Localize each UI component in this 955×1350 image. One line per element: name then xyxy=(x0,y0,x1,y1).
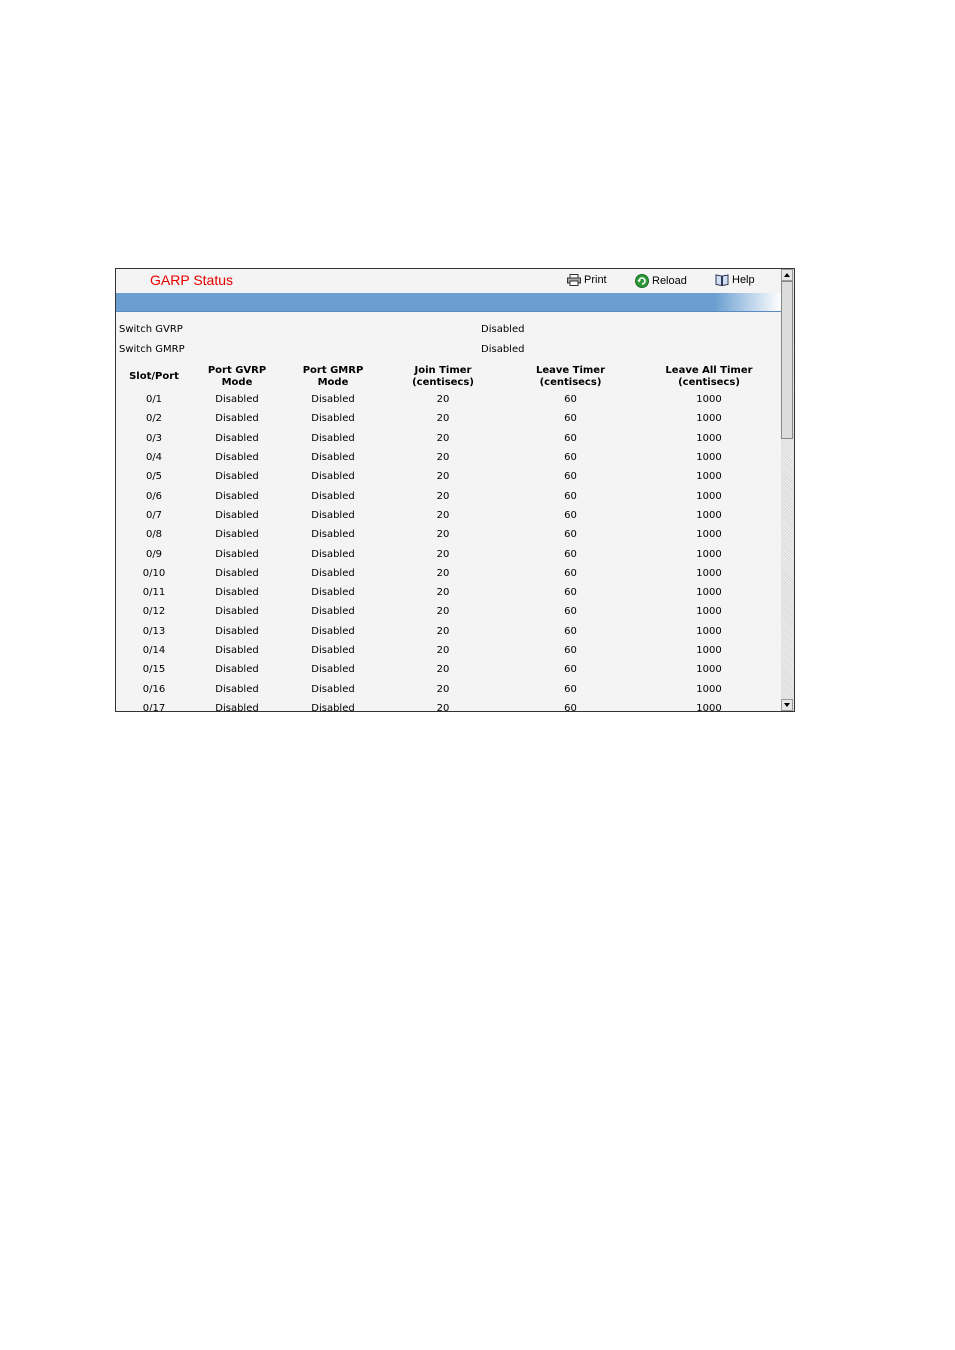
switch-gvrp-label: Switch GVRP xyxy=(119,324,183,335)
cell-leave-timer: 60 xyxy=(564,432,577,444)
scroll-down-button[interactable] xyxy=(781,699,793,711)
vertical-scrollbar[interactable] xyxy=(781,269,794,711)
table-header-row xyxy=(116,364,779,390)
cell-join-timer: 20 xyxy=(436,529,450,541)
cell-port-gmrp-mode: Disabled xyxy=(311,413,355,425)
cell-port-gmrp-mode: Disabled xyxy=(311,452,355,464)
cell-leave-timer: 60 xyxy=(564,645,577,656)
cell-join-timer: 20 xyxy=(436,413,450,425)
print-label: Print xyxy=(584,274,607,286)
col-port-gvrp-mode: Port GVRP Mode xyxy=(207,365,267,388)
table-row xyxy=(116,390,779,409)
cell-leave-timer: 60 xyxy=(564,509,577,521)
reload-label: Reload xyxy=(652,275,687,287)
switch-gmrp-value: Disabled xyxy=(481,344,525,355)
col-leave-all-timer: Leave All Timer (centisecs) xyxy=(665,365,753,388)
cell-slot-port: 0/6 xyxy=(145,490,163,502)
cell-slot-port: 0/15 xyxy=(142,664,166,676)
cell-leave-timer: 60 xyxy=(564,606,577,618)
cell-leave-timer: 60 xyxy=(564,413,577,425)
cell-leave-all-timer: 1000 xyxy=(696,432,722,444)
cell-slot-port: 0/14 xyxy=(142,645,166,656)
switch-gvrp-value: Disabled xyxy=(481,324,525,335)
cell-leave-all-timer: 1000 xyxy=(696,567,722,579)
cell-port-gvrp-mode: Disabled xyxy=(215,606,259,618)
table-row xyxy=(116,544,779,563)
cell-port-gmrp-mode: Disabled xyxy=(311,702,355,711)
page-header xyxy=(116,269,781,293)
cell-port-gvrp-mode: Disabled xyxy=(215,394,259,406)
cell-join-timer: 20 xyxy=(436,645,450,656)
cell-port-gmrp-mode: Disabled xyxy=(311,490,355,502)
cell-join-timer: 20 xyxy=(436,625,450,637)
col-slot-port: Slot/Port xyxy=(129,371,179,382)
cell-slot-port: 0/2 xyxy=(145,413,163,425)
table-row xyxy=(116,679,779,698)
help-label: Help xyxy=(732,274,755,286)
table-row xyxy=(116,641,779,660)
cell-port-gmrp-mode: Disabled xyxy=(311,432,355,444)
cell-port-gvrp-mode: Disabled xyxy=(215,452,259,464)
cell-leave-all-timer: 1000 xyxy=(696,471,722,483)
cell-join-timer: 20 xyxy=(436,452,450,464)
col-port-gmrp-mode: Port GMRP Mode xyxy=(302,365,364,388)
cell-leave-all-timer: 1000 xyxy=(696,625,722,637)
cell-port-gvrp-mode: Disabled xyxy=(215,509,259,521)
cell-leave-timer: 60 xyxy=(564,471,577,483)
cell-leave-all-timer: 1000 xyxy=(696,529,722,541)
table-row xyxy=(116,409,779,428)
cell-join-timer: 20 xyxy=(436,490,450,502)
reload-icon xyxy=(635,274,649,288)
scroll-thumb[interactable] xyxy=(781,281,793,439)
cell-slot-port: 0/11 xyxy=(142,587,166,599)
table-row xyxy=(116,622,779,641)
print-button[interactable] xyxy=(567,274,607,286)
cell-join-timer: 20 xyxy=(436,587,450,599)
cell-leave-timer: 60 xyxy=(564,702,577,711)
cell-leave-timer: 60 xyxy=(564,625,577,637)
cell-port-gmrp-mode: Disabled xyxy=(311,394,355,406)
cell-slot-port: 0/17 xyxy=(142,702,166,711)
cell-port-gmrp-mode: Disabled xyxy=(311,567,355,579)
cell-leave-timer: 60 xyxy=(564,490,577,502)
reload-button[interactable] xyxy=(635,274,687,288)
cell-port-gmrp-mode: Disabled xyxy=(311,606,355,618)
help-button[interactable] xyxy=(715,274,755,286)
cell-join-timer: 20 xyxy=(436,509,450,521)
cell-join-timer: 20 xyxy=(436,471,450,483)
page-title: GARP Status xyxy=(150,272,234,288)
cell-slot-port: 0/7 xyxy=(145,509,163,521)
cell-leave-all-timer: 1000 xyxy=(696,394,722,406)
cell-join-timer: 20 xyxy=(436,432,450,444)
cell-port-gvrp-mode: Disabled xyxy=(215,702,259,711)
cell-port-gvrp-mode: Disabled xyxy=(215,567,259,579)
cell-join-timer: 20 xyxy=(436,683,450,695)
cell-port-gmrp-mode: Disabled xyxy=(311,529,355,541)
cell-leave-all-timer: 1000 xyxy=(696,645,722,656)
col-leave-timer: Leave Timer (centisecs) xyxy=(535,365,606,388)
table-row xyxy=(116,429,779,448)
cell-leave-all-timer: 1000 xyxy=(696,490,722,502)
book-icon xyxy=(715,274,729,286)
cell-port-gvrp-mode: Disabled xyxy=(215,625,259,637)
cell-port-gmrp-mode: Disabled xyxy=(311,509,355,521)
cell-leave-timer: 60 xyxy=(564,548,577,560)
table-row xyxy=(116,602,779,621)
cell-slot-port: 0/12 xyxy=(142,606,166,618)
cell-join-timer: 20 xyxy=(436,606,450,618)
cell-port-gmrp-mode: Disabled xyxy=(311,471,355,483)
table-row xyxy=(116,506,779,525)
cell-join-timer: 20 xyxy=(436,394,450,406)
cell-leave-all-timer: 1000 xyxy=(696,702,722,711)
cell-port-gvrp-mode: Disabled xyxy=(215,490,259,502)
cell-leave-timer: 60 xyxy=(564,664,577,676)
table-body xyxy=(116,390,779,711)
cell-port-gvrp-mode: Disabled xyxy=(215,587,259,599)
title-bar xyxy=(116,293,781,312)
cell-port-gmrp-mode: Disabled xyxy=(311,664,355,676)
cell-port-gmrp-mode: Disabled xyxy=(311,548,355,560)
table-row xyxy=(116,699,779,711)
cell-port-gmrp-mode: Disabled xyxy=(311,645,355,656)
table-row xyxy=(116,525,779,544)
cell-port-gvrp-mode: Disabled xyxy=(215,432,259,444)
garp-port-table xyxy=(116,364,779,711)
cell-port-gvrp-mode: Disabled xyxy=(215,664,259,676)
cell-port-gvrp-mode: Disabled xyxy=(215,413,259,425)
cell-leave-all-timer: 1000 xyxy=(696,606,722,618)
cell-leave-timer: 60 xyxy=(564,529,577,541)
cell-leave-timer: 60 xyxy=(564,587,577,599)
table-row xyxy=(116,564,779,583)
cell-slot-port: 0/13 xyxy=(142,625,166,637)
cell-slot-port: 0/4 xyxy=(145,452,163,464)
cell-join-timer: 20 xyxy=(436,664,450,676)
scroll-up-button[interactable] xyxy=(781,269,793,281)
table-row xyxy=(116,583,779,602)
cell-leave-all-timer: 1000 xyxy=(696,548,722,560)
cell-port-gvrp-mode: Disabled xyxy=(215,645,259,656)
cell-leave-all-timer: 1000 xyxy=(696,509,722,521)
cell-port-gvrp-mode: Disabled xyxy=(215,529,259,541)
arrow-up-icon xyxy=(784,273,790,277)
col-join-timer: Join Timer (centisecs) xyxy=(412,365,474,388)
table-row xyxy=(116,486,779,505)
cell-leave-all-timer: 1000 xyxy=(696,664,722,676)
cell-slot-port: 0/1 xyxy=(145,394,163,406)
cell-port-gmrp-mode: Disabled xyxy=(311,625,355,637)
cell-port-gvrp-mode: Disabled xyxy=(215,548,259,560)
cell-leave-all-timer: 1000 xyxy=(696,683,722,695)
cell-port-gmrp-mode: Disabled xyxy=(311,587,355,599)
cell-join-timer: 20 xyxy=(436,702,450,711)
table-row xyxy=(116,467,779,486)
garp-status-frame xyxy=(115,268,795,712)
switch-gmrp-label: Switch GMRP xyxy=(119,344,185,355)
cell-leave-all-timer: 1000 xyxy=(696,452,722,464)
cell-slot-port: 0/5 xyxy=(145,471,163,483)
printer-icon xyxy=(567,274,581,286)
cell-leave-timer: 60 xyxy=(564,567,577,579)
cell-slot-port: 0/3 xyxy=(145,432,163,444)
table-row xyxy=(116,660,779,679)
cell-leave-all-timer: 1000 xyxy=(696,413,722,425)
cell-port-gmrp-mode: Disabled xyxy=(311,683,355,695)
cell-leave-timer: 60 xyxy=(564,683,577,695)
cell-join-timer: 20 xyxy=(436,548,450,560)
cell-slot-port: 0/8 xyxy=(145,529,163,541)
cell-slot-port: 0/9 xyxy=(145,548,163,560)
content-area xyxy=(116,269,781,711)
cell-port-gvrp-mode: Disabled xyxy=(215,683,259,695)
cell-leave-all-timer: 1000 xyxy=(696,587,722,599)
arrow-down-icon xyxy=(784,703,790,707)
cell-slot-port: 0/16 xyxy=(142,683,166,695)
cell-slot-port: 0/10 xyxy=(142,567,166,579)
cell-join-timer: 20 xyxy=(436,567,450,579)
table-row xyxy=(116,448,779,467)
cell-leave-timer: 60 xyxy=(564,394,577,406)
cell-leave-timer: 60 xyxy=(564,452,577,464)
cell-port-gvrp-mode: Disabled xyxy=(215,471,259,483)
